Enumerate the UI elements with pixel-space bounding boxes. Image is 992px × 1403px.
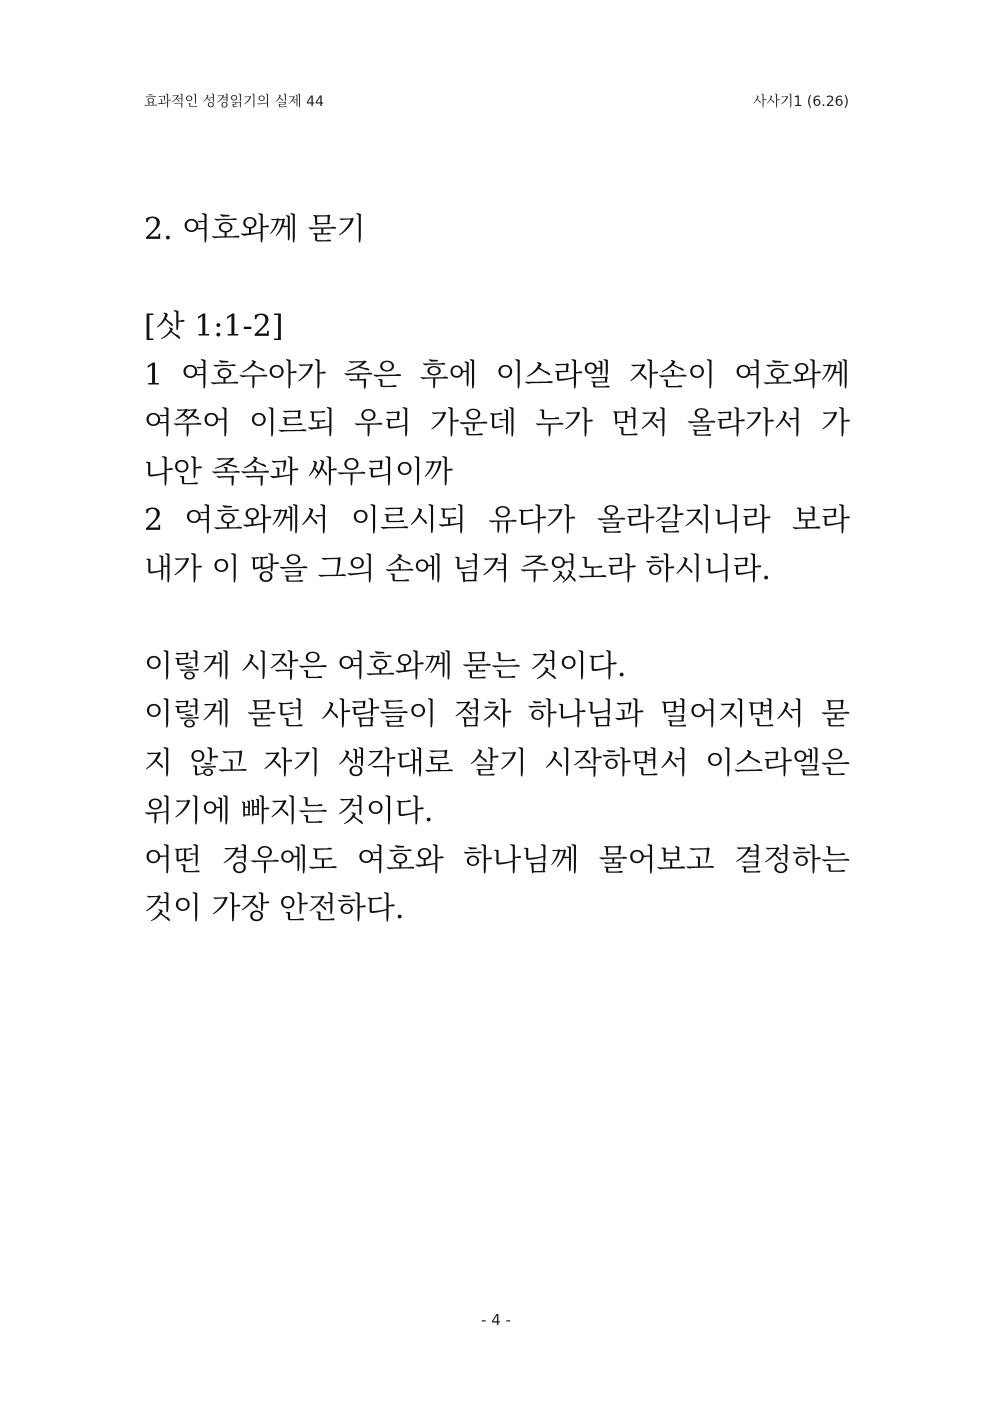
scripture-line: 내가 이 땅을 그의 손에 넘겨 주었노라 하시니라. <box>144 551 771 587</box>
section-title: 2. 여호와께 묻기 <box>144 212 366 247</box>
scripture-line: 1 여호수아가 죽은 후에 이스라엘 자손이 여호와께 <box>144 357 850 393</box>
page-number: - 4 - <box>481 1311 511 1329</box>
commentary-line: 어떤 경우에도 여호와 하나님께 물어보고 결정하는 <box>144 842 850 878</box>
page-body <box>144 205 850 934</box>
commentary-line: 것이 가장 안전하다. <box>144 891 405 926</box>
header-chapter-date: 사사기1 (6.26) <box>752 94 849 110</box>
commentary-line: 지 않고 자기 생각대로 살기 시작하면서 이스라엘은 <box>144 745 850 781</box>
commentary-line: 위기에 빠지는 것이다. <box>144 794 434 829</box>
commentary-line: 이렇게 묻던 사람들이 점차 하나님과 멀어지면서 묻 <box>144 697 850 732</box>
scripture-reference: [삿 1:1-2] <box>144 309 284 344</box>
scripture-line: 나안 족속과 싸우리이까 <box>144 454 453 490</box>
scripture-line: 여쭈어 이르되 우리 가운데 누가 먼저 올라가서 가 <box>144 406 850 441</box>
paragraph-gap <box>144 594 850 643</box>
header-title: 효과적인 성경읽기의 실제 44 <box>144 94 324 110</box>
commentary-line: 이렇게 시작은 여호와께 묻는 것이다. <box>144 648 627 684</box>
scripture-line: 2 여호와께서 이르시되 유다가 올라갈지니라 보라 <box>144 503 850 538</box>
